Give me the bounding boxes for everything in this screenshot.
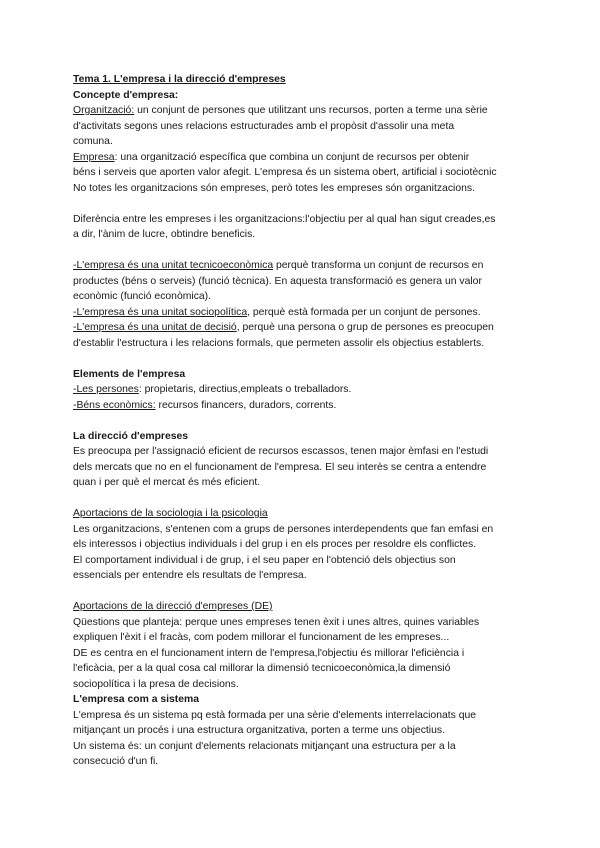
paragraph-line bbox=[73, 382, 533, 398]
paragraph-line bbox=[73, 150, 533, 166]
paragraph-line: d'establir l'estructura i les relacions formals, que permeten assolir els objectius establerts. bbox=[73, 337, 485, 349]
term-empresa: Empresa bbox=[73, 151, 115, 163]
paragraph-line: expliquen l'èxit i el fracàs, com podem millorar el funcionament de les empreses... bbox=[73, 632, 450, 643]
paragraph-line: els interessos i objectius individuals i del grup i en els proces per resoldre els conflictes. bbox=[73, 539, 477, 550]
paragraph-line: econòmic (funció econòmica). bbox=[73, 291, 212, 302]
term-persones: -Les persones bbox=[73, 384, 139, 395]
paragraph-line: DE es centra en el funcionament intern de l'empresa,l'objectiu és millorar l'eficiència i bbox=[73, 647, 465, 659]
paragraph-line: essencials per entendre els resultats de l'empresa. bbox=[73, 570, 307, 581]
term-unitat-sociopolitica: -L'empresa és una unitat sociopolítica bbox=[73, 306, 248, 318]
section-heading-de: Aportacions de la direcció d'empreses (DE) bbox=[73, 601, 273, 612]
document-title: Tema 1. L'empresa i la direcció d'empreses bbox=[73, 74, 286, 85]
definition-text: un conjunt de persones que utilitzant uns recursos, porten a terme una sèrie bbox=[134, 105, 488, 116]
section-heading-elements: Elements de l'empresa bbox=[73, 368, 186, 380]
definition-text: : propietaris, directius,empleats o treballadors. bbox=[138, 384, 352, 395]
section-heading-concepte: Concepte d'empresa: bbox=[73, 89, 179, 101]
definition-text: perquè transforma un conjunt de recursos en bbox=[273, 260, 484, 271]
term-organitzacio: Organització: bbox=[73, 105, 135, 116]
definition-text: recursos financers, duradors, corrents. bbox=[155, 399, 337, 411]
definition-text: : una organització específica que combina un conjunt de recursos per obtenir bbox=[114, 151, 470, 163]
paragraph-line: d'activitats segons unes relacions estructurades amb el propòsit d'assolir una meta bbox=[73, 120, 455, 132]
paragraph-line: No totes les organitzacions són empreses, però totes les empreses són organitzacions. bbox=[73, 182, 475, 194]
paragraph-line: sociopolítica i la presa de decisions. bbox=[73, 678, 239, 690]
paragraph-line: Es preocupa per l'assignació eficient de recursos escassos, tenen major èmfasi en l'estudi bbox=[73, 446, 489, 457]
paragraph-line: Diferència entre les empreses i les organitzacions:l'objectiu per al qual han sigut creades,es bbox=[73, 213, 496, 225]
paragraph-line: l'eficàcia, per a la qual cosa cal millorar la dimensió tecnicoeconòmica,la dimensió bbox=[73, 663, 451, 674]
paragraph-line: Les organitzacions, s'entenen com a grups de persones interdependents que fan emfasi en bbox=[73, 523, 494, 535]
paragraph-line: mitjançant un procés i una estructura organitzativa, porten a terme uns objectius. bbox=[73, 725, 445, 736]
term-unitat-decisio: -L'empresa és una unitat de decisió bbox=[73, 322, 237, 333]
paragraph-line: comuna. bbox=[73, 136, 113, 147]
term-unitat-tecnicoeconomica: -L'empresa és una unitat tecnicoeconòmica bbox=[73, 260, 274, 271]
definition-text: , perquè està formada per un conjunt de persones. bbox=[247, 306, 481, 318]
paragraph-line: L'empresa és un sistema pq està formada per una sèrie d'elements interrelacionats que bbox=[73, 709, 477, 721]
paragraph-line: El comportament individual i de grup, i el seu paper en l'obtenció dels objectius son bbox=[73, 554, 456, 566]
paragraph-line: béns i serveis que aporten valor afegit. L'empresa és un sistema obert, artificial i sociotècnic bbox=[73, 167, 497, 178]
section-heading-direccio: La direcció d'empreses bbox=[73, 430, 189, 442]
paragraph-line bbox=[73, 258, 533, 274]
section-heading-sistema: L'empresa com a sistema bbox=[73, 694, 200, 705]
paragraph-line: Un sistema és: un conjunt d'elements relacionats mitjançant una estructura per a la bbox=[73, 740, 456, 752]
paragraph-line bbox=[73, 398, 533, 414]
paragraph-line: a dir, l'ànim de lucre, obtindre beneficis. bbox=[73, 229, 256, 240]
paragraph-line: dels mercats que no en el funcionament de l'empresa. El seu interès se centra a entendre bbox=[73, 461, 487, 473]
paragraph-line: Qüestions que planteja: perque unes empreses tenen èxit i unes altres, quines variables bbox=[73, 616, 480, 628]
paragraph-line bbox=[73, 103, 533, 119]
paragraph-line bbox=[73, 320, 533, 336]
section-heading-sociologia: Aportacions de la sociologia i la psicologia bbox=[73, 508, 268, 519]
term-bens: -Béns econòmics: bbox=[73, 399, 156, 411]
definition-text: , perquè una persona o grup de persones es preocupen bbox=[236, 322, 494, 333]
paragraph-line: quan i per què el mercat és més eficient. bbox=[73, 477, 261, 488]
paragraph-line: productes (béns o serveis) (funció tècnica). En aquesta transformació es genera un valor bbox=[73, 275, 482, 287]
document-body bbox=[73, 72, 533, 770]
paragraph-line: consecució d'un fi. bbox=[73, 756, 159, 767]
paragraph-line bbox=[73, 305, 533, 321]
